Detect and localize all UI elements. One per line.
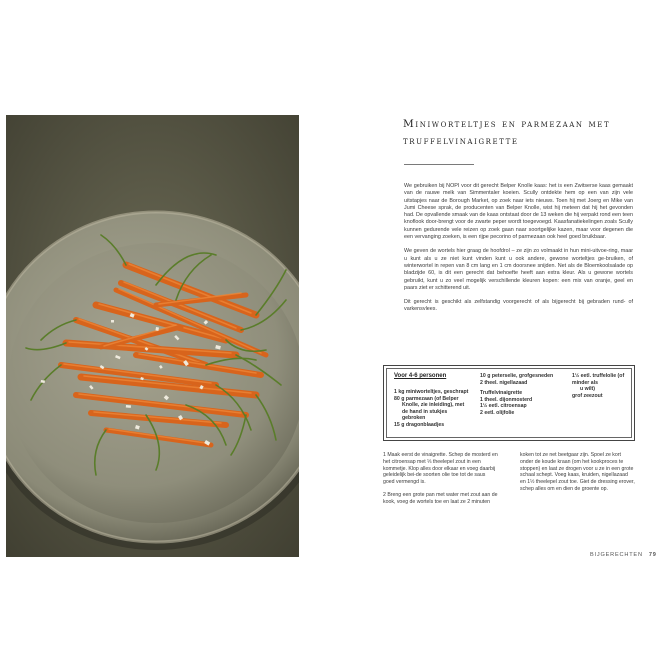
recipe-intro: [404, 183, 633, 321]
method-step: 2 Breng een grote pan met water met zout aan de kook, voeg de wortels toe en laat ze 2 minuten: [383, 491, 498, 505]
ingredient: 15 g dragonblaadjes: [394, 421, 445, 428]
title-divider: [404, 164, 474, 165]
ingredient: Knolle, zie inleiding), met: [402, 402, 465, 408]
intro-paragraph: We gebruiken bij NOPI voor dit gerecht Belper Knolle kaas: het is een Zwitserse kaas gemaakt van de rauwe melk van Simmentaler koeien. Scully ontdekte hem op een van zijn vele uitstapjes naar de Borough Market, op zoek naar iets nieuws. Toen hij met Joerg en Mike van Jumi Cheese sprak, de producenten van Belper Knolle, wist hij meteen dat hij het gevonden had. De opvallende smaak van de kaas ontstaat door de 13 weken die hij verpakt rond een teen knoflook door-brengt voor de zwarte peper wordt toegevoegd. Kaasfanatiekelingen zoals Scully kunnen gedurende vele reizen op zoek gaan naar soortgelijke kazen, maar voor degenen die een vervanging zoeken, is een rijpe pecorino of parmezaan ook heel goed bruikbaar.: [404, 183, 633, 241]
ingredients-column-3: [572, 373, 630, 399]
ingredient: 1½ eetl. truffelolie (of minder als: [572, 373, 625, 386]
ingredient: 1½ eetl. citroensap: [480, 403, 527, 409]
method-step: koken tot ze net beetgaar zijn. Spoel ze kort onder de koude kraan (om het kookproces te stoppen) en laat ze drogen voor u ze in een grote schaal schept. Voeg kaas, kruiden, nigellazaad en 1½ theelepel zout toe. Giet de dressing erover, schep alles om en dien de groente op.: [520, 452, 635, 492]
ingredients-column-2: [480, 373, 558, 416]
ingredients-column-1: [394, 389, 470, 428]
method-column-left: [383, 452, 498, 512]
ingredient: 1 theel. dijonmosterd: [480, 396, 533, 403]
ingredient: u wilt): [580, 386, 595, 392]
recipe-page: [300, 0, 670, 670]
intro-paragraph: Dit gerecht is geschikt als zelfstandig voorgerecht of als bijgerecht bij gebraden rund- of varkensvlees.: [404, 299, 633, 313]
method-step: 1 Maak eerst de vinaigrette. Schep de mosterd en het citroensap met ⅓ theelepel zout in een kommetje. Klop alles door elkaar en voeg daarbij geleidelijk bei-de soorten olie toe tot de saus goed vermengd is.: [383, 452, 498, 486]
ingredients-box: [383, 365, 635, 441]
vinaigrette-heading: Truffelvinaigrette: [480, 390, 523, 396]
section-name: BIJGERECHTEN: [590, 552, 643, 558]
intro-paragraph: We geven de wortels hier graag de hoofdrol – ze zijn zo volmaakt in hun mini-uitvoe-ring, maar u kunt als u ze niet kunt vinden kunt u ook andere, gewone worteltjes ge-bruiken, of winterwortel in repen van 8 cm lang en 1 cm doorsnee snijden. Net als de Bloemkoolsalade op bladzijde 60, is dit een gerecht dat behoefte heeft aan extra kleur. Als u gewone wortels gebruikt, kunt u zo veel mogelijk verschillende kleuren kopen: een mix van oranje, geel en paars ziet er schitterend uit.: [404, 248, 633, 291]
ingredient: 1 kg miniworteltjes, geschrapt: [394, 389, 469, 395]
ingredient: de hand in stukjes gebroken: [402, 408, 448, 421]
method-column-right: [520, 452, 635, 499]
food-photo: [6, 115, 299, 557]
ingredient: 10 g peterselie, grofgesneden: [480, 373, 554, 379]
recipe-title: Miniworteltjes en parmezaan met truffelvinaigrette: [403, 118, 611, 147]
ingredient: grof zeezout: [572, 392, 603, 399]
page-footer: [590, 552, 660, 558]
ingredient: 2 theel. nigellazaad: [480, 379, 528, 386]
page-number: 79: [648, 552, 657, 558]
ingredient: 2 eetl. olijfolie: [480, 409, 515, 416]
servings-label: Voor 4-6 personen: [394, 373, 447, 379]
ingredient: 80 g parmezaan (of Belper: [394, 395, 459, 402]
